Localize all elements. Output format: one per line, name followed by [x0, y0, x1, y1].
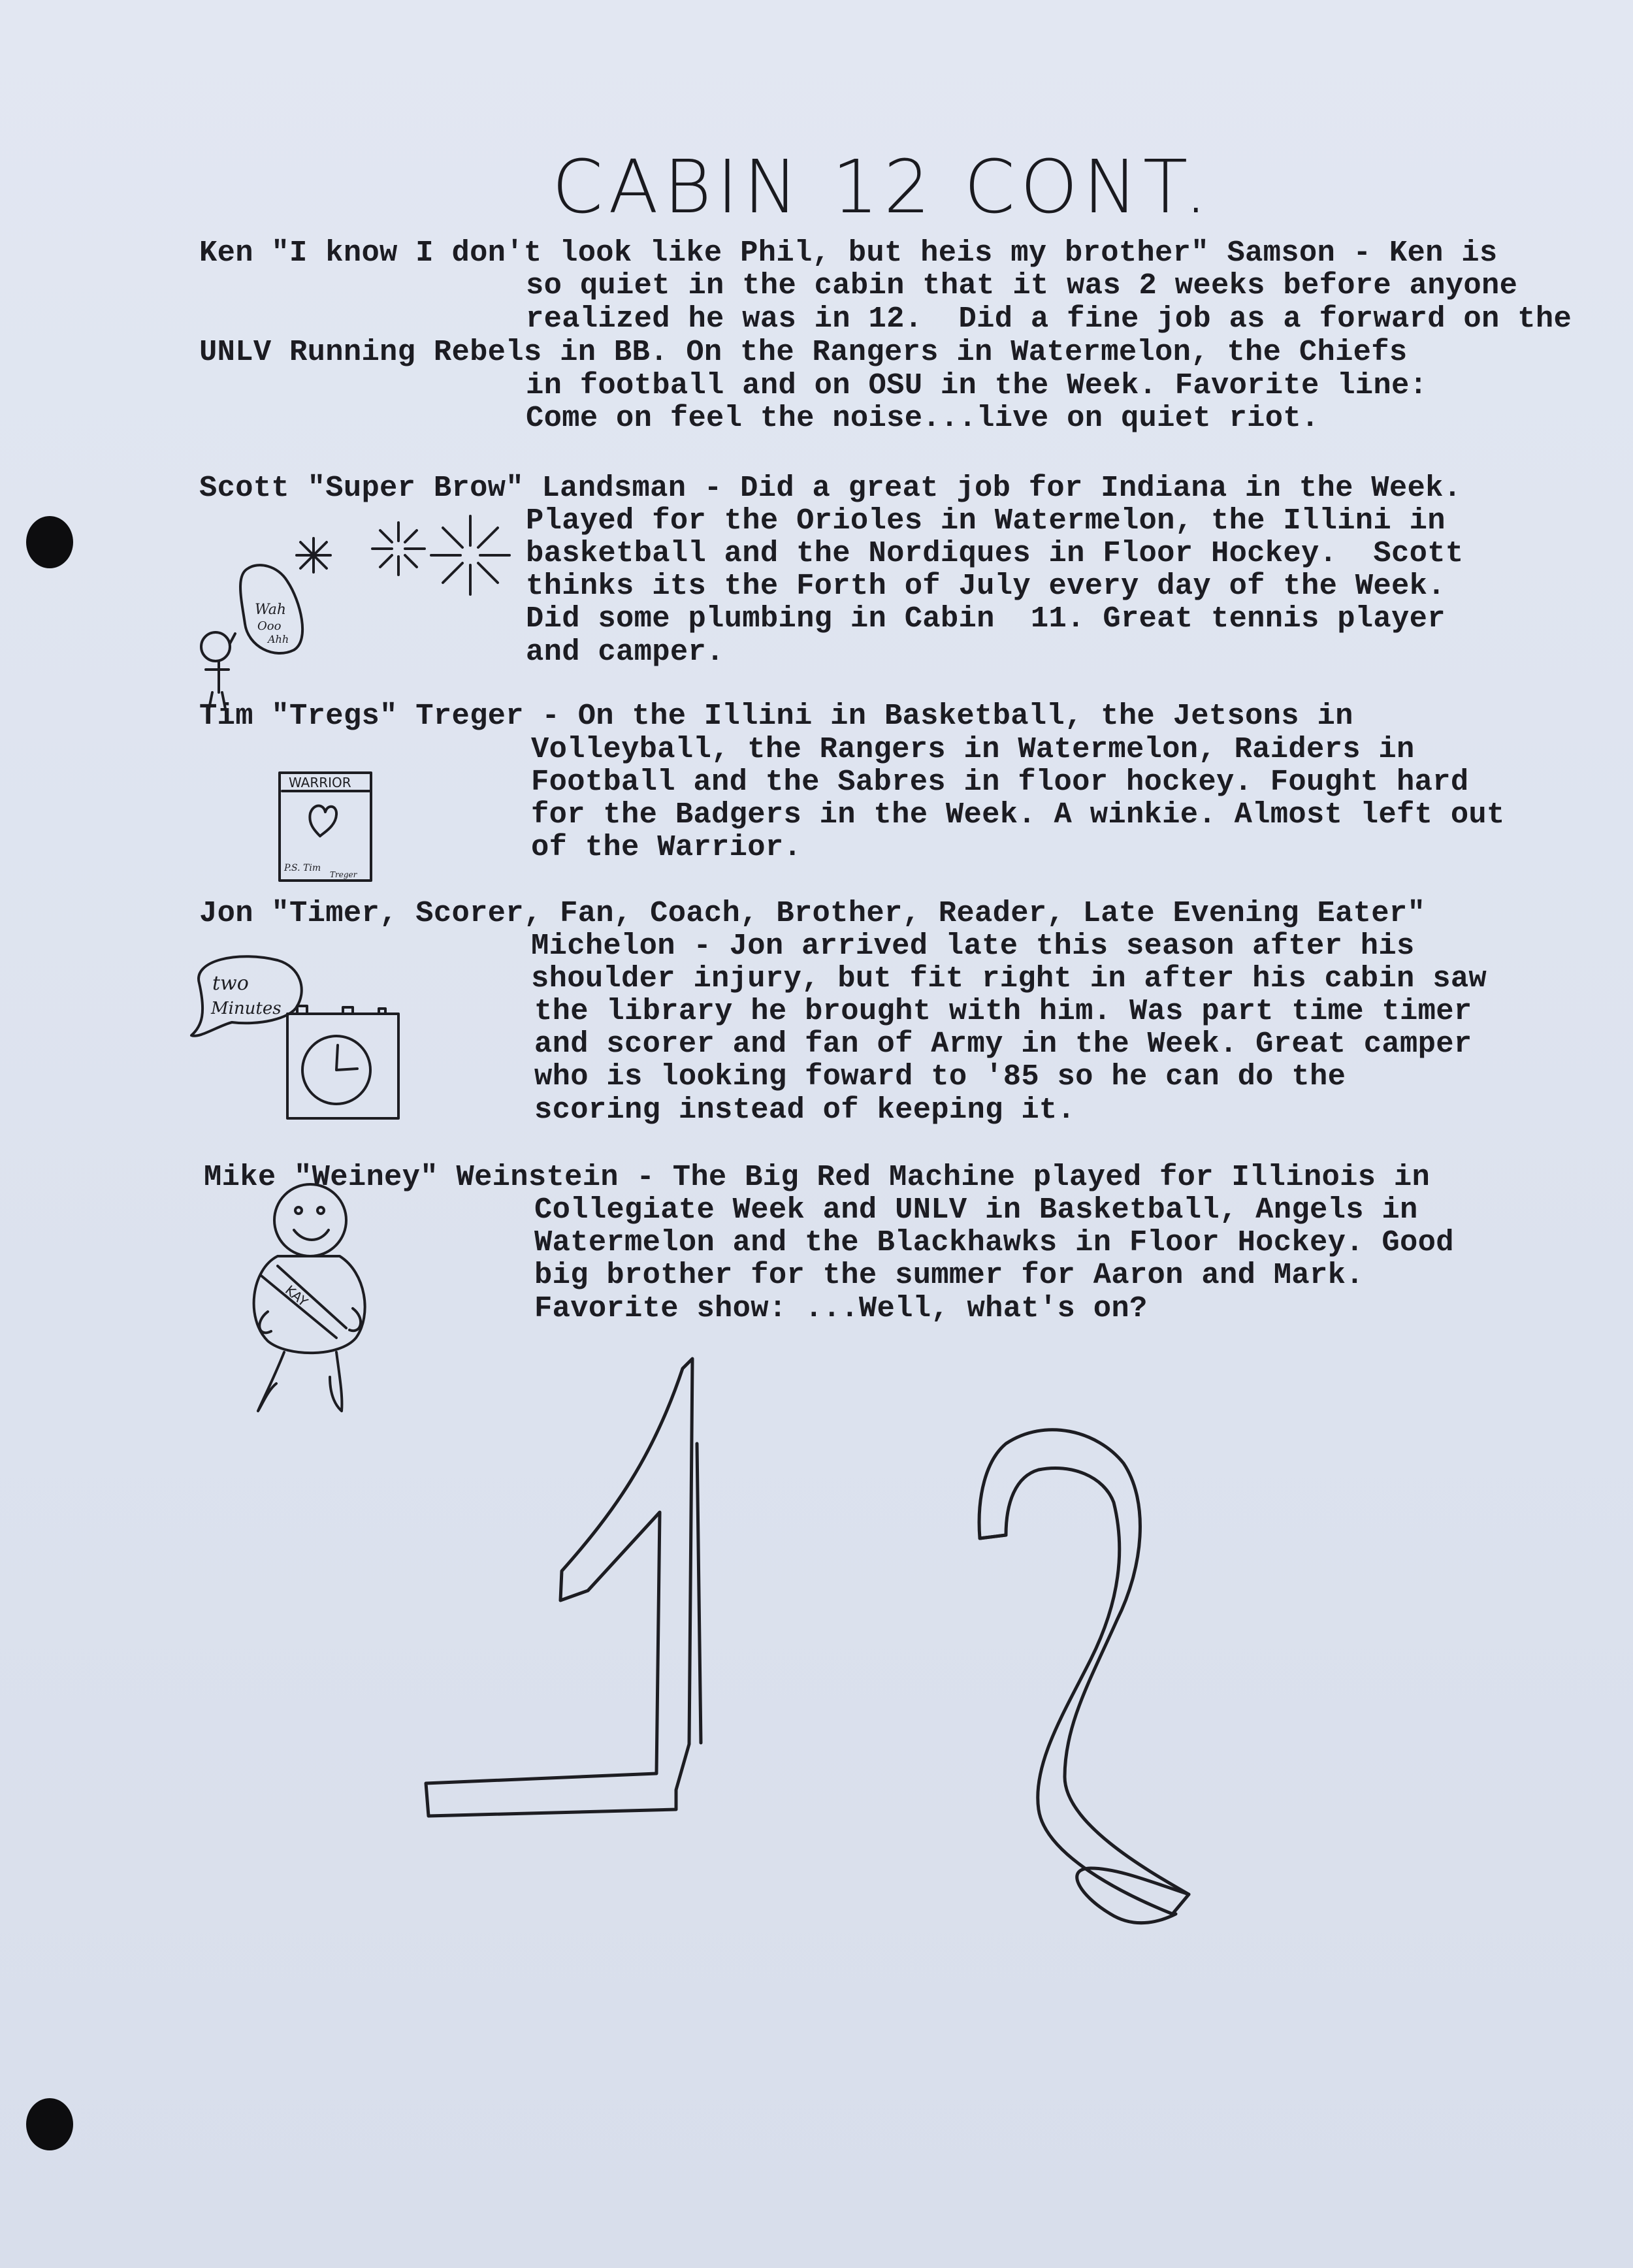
bubble-text: Minutes — [211, 999, 282, 1018]
entry-jon-line: and scorer and fan of Army in the Week. Great camper — [534, 1027, 1472, 1061]
entry-scott-line: Scott "Super Brow" Landsman - Did a great job for Indiana in the Week. — [199, 471, 1462, 505]
punch-hole — [26, 2098, 73, 2150]
entry-ken-line: UNLV Running Rebels in BB. On the Rangers in Watermelon, the Chiefs — [199, 335, 1408, 369]
entry-ken-line: so quiet in the cabin that it was 2 weeks before anyone — [526, 268, 1518, 302]
entry-scott-line: basketball and the Nordiques in Floor Hockey. Scott — [526, 536, 1464, 570]
entry-scott-line: Did some plumbing in Cabin 11. Great tennis player — [526, 602, 1446, 636]
entry-mike-line: Watermelon and the Blackhawks in Floor Hockey. Good — [534, 1225, 1454, 1259]
entry-ken-line: Come on feel the noise...live on quiet riot. — [526, 401, 1319, 435]
entry-mike-line: Mike "Weiney" Weinstein - The Big Red Machine played for Illinois in — [204, 1160, 1431, 1194]
entry-jon-line: the library he brought with him. Was part time timer — [534, 994, 1472, 1028]
entry-ken-line: Ken "I know I don't look like Phil, but heis my brother" Samson - Ken is — [199, 236, 1498, 270]
big-number-12 — [418, 1346, 1607, 2064]
newsletter-note: P.S. Tim — [284, 863, 321, 873]
entry-mike-line: Collegiate Week and UNLV in Basketball, Angels in — [534, 1193, 1418, 1227]
entry-tim-line: Volleyball, the Rangers in Watermelon, Raiders in — [531, 732, 1415, 766]
entry-tim-line: for the Badgers in the Week. A winkie. Almost left out — [531, 798, 1505, 832]
entry-jon-line: Jon "Timer, Scorer, Fan, Coach, Brother, Reader, Late Evening Eater" — [199, 896, 1426, 930]
newsletter-note: Treger — [330, 870, 357, 879]
entry-jon-line: shoulder injury, but fit right in after his cabin saw — [531, 962, 1487, 996]
page-title: CABIN 12 CONT. — [552, 145, 1213, 230]
bubble-text: Wah — [255, 602, 286, 618]
punch-hole — [26, 516, 73, 568]
clock-doodle — [186, 954, 421, 1127]
entry-scott-line: thinks its the Forth of July every day of the Week. — [526, 569, 1446, 603]
bubble-text: two — [212, 972, 249, 995]
entry-jon-line: Michelon - Jon arrived late this season after his — [531, 929, 1415, 963]
entry-scott-line: Played for the Orioles in Watermelon, the Illini in — [526, 504, 1446, 538]
sash-text: KAY — [282, 1282, 311, 1310]
entry-scott-line: and camper. — [526, 635, 724, 669]
entry-tim-line: of the Warrior. — [531, 830, 802, 864]
newsletter-title: WARRIOR — [289, 775, 351, 790]
entry-jon-line: scoring instead of keeping it. — [534, 1093, 1076, 1127]
bubble-text: Ahh — [268, 633, 289, 645]
entry-jon-line: who is looking foward to '85 so he can do the — [534, 1060, 1346, 1094]
bubble-text: Ooo — [257, 619, 282, 633]
entry-ken-line: realized he was in 12. Did a fine job as a forward on the — [526, 302, 1572, 336]
entry-tim-line: Football and the Sabres in floor hockey. Fought hard — [531, 765, 1469, 799]
man-doodle — [232, 1181, 389, 1416]
entry-ken-line: in football and on OSU in the Week. Favorite line: — [526, 368, 1428, 402]
fireworks-doodle — [189, 503, 523, 712]
warrior-newsletter-doodle — [274, 768, 379, 888]
entry-mike-line: big brother for the summer for Aaron and Mark. — [534, 1258, 1364, 1292]
entry-tim-line: Tim "Tregs" Treger - On the Illini in Basketball, the Jetsons in — [199, 699, 1353, 733]
entry-mike-line: Favorite show: ...Well, what's on? — [534, 1291, 1148, 1325]
